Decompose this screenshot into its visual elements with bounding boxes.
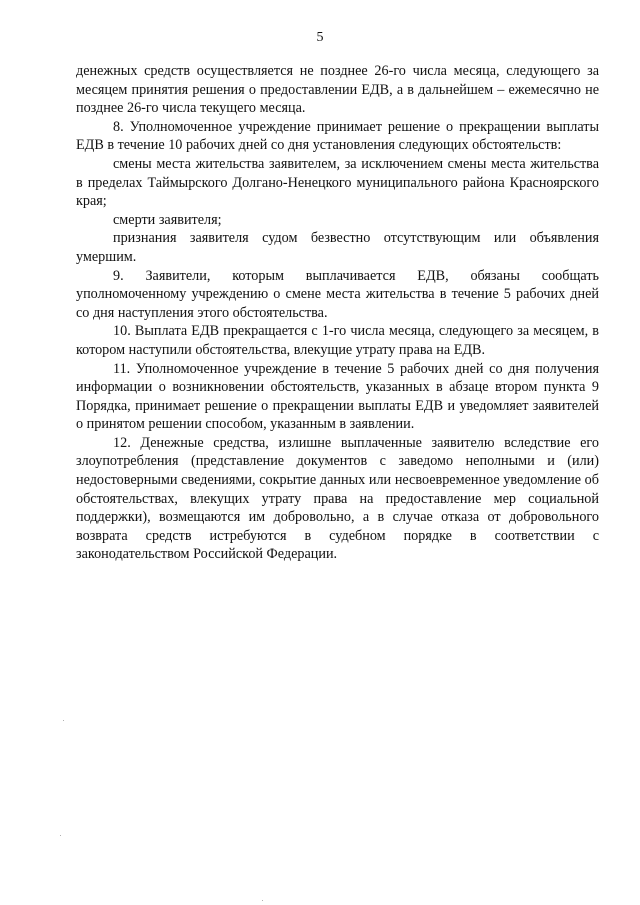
paragraph-item-12: 12. Денежные средства, излишне выплаченные заявителю вследствие его злоупотребления (представление документов с заведомо неполными и (или) недостоверными сведениями, сокрытие данных или несвоевременное уведомление об обстоятельствах, влекущих утрату права на предоставление мер социальной поддержки), возмещаются им добровольно, а в случае отказа от добровольного возврата средств истребуются в судебном порядке в соответствии с законодательством Российской Федерации. [76, 434, 599, 563]
paragraph-item-9: 9. Заявители, которым выплачивается ЕДВ, обязаны сообщать уполномоченному учреждению о смене места жительства в течение 5 рабочих дней со дня наступления этого обстоятельства. [76, 267, 599, 321]
paragraph-item-11: 11. Уполномоченное учреждение в течение 5 рабочих дней со дня получения информации о возникновении обстоятельств, указанных в абзаце втором пункта 9 Порядка, принимает решение о прекращении выплаты ЕДВ и уведомляет заявителей о принятом решении способом, указанным в заявлении. [76, 360, 599, 433]
document-body [76, 62, 599, 564]
scan-speck [60, 835, 61, 836]
paragraph-continuation: денежных средств осуществляется не позднее 26-го числа месяца, следующего за месяцем принятия решения о предоставлении ЕДВ, а в дальнейшем – ежемесячно не позднее 26-го числа текущего месяца. [76, 63, 599, 117]
paragraph-item-8-sub-3: признания заявителя судом безвестно отсутствующим или объявления умершим. [76, 230, 599, 265]
paragraph-item-8-sub-2: смерти заявителя; [113, 211, 222, 228]
scan-speck [262, 900, 263, 901]
scan-speck [63, 720, 64, 721]
paragraph-item-10: 10. Выплата ЕДВ прекращается с 1-го числа месяца, следующего за месяцем, в котором наступили обстоятельства, влекущие утрату права на ЕДВ. [76, 323, 599, 358]
paragraph-item-8-sub-1: смены места жительства заявителем, за исключением смены места жительства в пределах Таймырского Долгано-Ненецкого муниципального района Красноярского края; [76, 155, 599, 210]
paragraph-item-8: 8. Уполномоченное учреждение принимает решение о прекращении выплаты ЕДВ в течение 10 рабочих дней со дня установления следующих обстоятельств: [76, 118, 599, 154]
page-number: 5 [316, 30, 324, 45]
